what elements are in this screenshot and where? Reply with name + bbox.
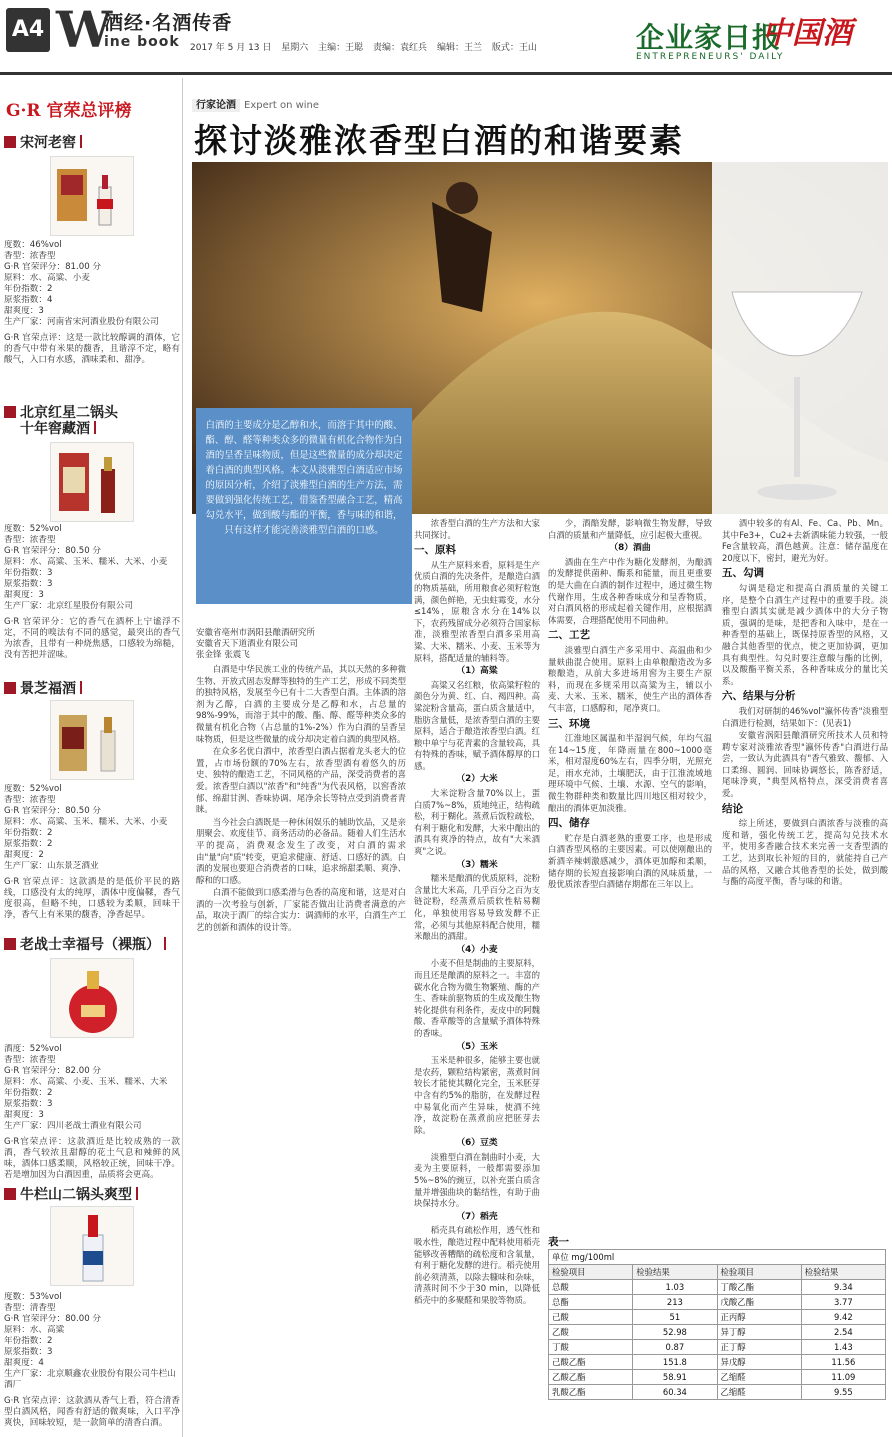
spec-line: 甜爽度：3 [4, 1110, 44, 1120]
spec-line: G·R 官荣评分：81.00 分 [4, 262, 101, 272]
article-column-3 [548, 518, 712, 1230]
table-title: 表一 [548, 1236, 569, 1248]
product-name-line2: 十年窖藏酒 [20, 418, 96, 438]
section-subtitle: ine book [104, 34, 180, 50]
paragraph: 玉米是种很多，能够主要也就是农药，颗粒结构紧密，蒸煮时间较长才能使其糊化完全，玉米胚芽中含有约5%的脂肪，在发酵过程中易氧化而产生异味，使酒不纯净，故淀粉在蒸煮前应把胚芽去除。 [414, 1055, 540, 1135]
subheading: （5）玉米 [456, 1041, 498, 1052]
table-cell: 丁酸乙酯 [717, 1280, 801, 1295]
section-heading: 结论 [722, 802, 743, 815]
paragraph: 淡雅型白酒在制曲时小麦，大麦为主要原料，一般都需要添加5%~8%的豌豆，以补充蛋白质含量并增强曲块的黏结性，有助于曲块保持水分。 [414, 1151, 540, 1209]
spec-line: 生产厂家：山东景芝酒业 [4, 861, 99, 871]
table-row [549, 1310, 886, 1325]
spec-line: 香型：浓香型 [4, 795, 56, 805]
table-header-row [549, 1265, 886, 1280]
article-column-2 [414, 518, 540, 1430]
table-cell: 1.03 [633, 1280, 717, 1295]
paragraph: 安徽省涡阳县酿酒研究所技术人员和特聘专家对淡雅浓香型"瀛怀传香"白酒进行品尝，一致认为此酒具有"香气雅致、馥郁、入口柔绵、圆润、回味协调悠长，陈香舒适，尾味净爽，"典型风格特点，深受消费者喜爱。 [722, 730, 888, 799]
spec-line: 度数：53%vol [4, 1292, 62, 1302]
paragraph: 江淮地区属温和半湿润气候，年均气温在14~15度，年降雨量在800~1000毫米，相对湿度60%左右，四季分明，光照充足，雨水充沛，土壤肥沃，由于江淮流域地理环境中气候、土壤、水源、空气的影响，微生物群种类和数量比四川地区相对较少，酿出的酒体更加淡雅。 [548, 733, 712, 813]
paragraph: 在众多名优白酒中，浓香型白酒占据着龙头老大的位置，占市场份额的70%左右，浓香型酒有着悠久的历史、独特的酿造工艺，不同风格的产品，深受消费者的喜爱。浓香型白酒以"浓香"和"纯香"为代表风格，以窖香浓郁、绵甜甘洌、香味协调、尾净余长等特点受到消费者青睐。 [196, 746, 406, 815]
section-logo-w: W [56, 0, 113, 59]
article-column-1 [196, 664, 406, 1430]
ranking-title: G·R 官荣总评榜 [6, 101, 132, 121]
spec-line: 酒度：52%vol [4, 1044, 62, 1054]
paragraph: 稻壳具有疏松作用，透气性和吸水性，酿造过程中配料使用稻壳能够改善糟醅的疏松度和含氧量，有利于糖化发酵的进行。稻壳使用前必须清蒸，以除去糠味和杂味，清蒸时间不少于30 min，以降低稻壳中的多聚醛和果胶等物质。 [414, 1225, 540, 1305]
product-comment: G·R 官荣点评：这款酒是的是低价平民的路线，口感没有太的纯厚，酒体中度偏鞣，香气度很高，但略不纯，口感较为柔顺，回味干净，香气上有米果的馥香，净香起早。 [4, 877, 180, 920]
china-wine-logo: 中国酒 [762, 16, 852, 51]
page-number: A4 [6, 8, 50, 52]
ranking-sidebar [0, 78, 183, 1437]
product-specs [4, 524, 180, 661]
spec-line: G·R 官荣评分：80.50 分 [4, 806, 101, 816]
article-column-4 [722, 518, 888, 1230]
product-name: 北京红星二锅头 [4, 402, 118, 422]
product-specs [4, 1044, 180, 1181]
spec-line: 原浆指数：3 [4, 579, 53, 589]
paragraph: 勾调是稳定和提高白酒质量的关键工序，是整个白酒生产过程中的重要手段。淡雅型白酒其实就是减少酒体中的大分子物质，强调的是味，是把香和入味中，是在一种香型的基础上，既保持原香型的风格，又融合其他香型的优点，使之更加协调，更加具有典型性。勾兑时要注意酸与酯的比例，以及酸酯平衡关系，各种香味成分的量比关系。 [722, 582, 888, 686]
column-tag: 行家论酒 Expert on wine [192, 96, 319, 111]
table-cell: 58.91 [633, 1370, 717, 1385]
spec-line: 年份指数：2 [4, 284, 53, 294]
table-row [549, 1370, 886, 1385]
table-row [549, 1340, 886, 1355]
product-photo [50, 442, 134, 522]
paragraph: 贮存是白酒老熟的重要工序，也是形成白酒香型风格的主要因素。可以使刚酿出的新酒辛辣刺激感减少，酒体更加醇和柔顺，储存期的长短直接影响白酒的风味质量，一般优质浓香型白酒储存期都在三年以上。 [548, 832, 712, 890]
table-cell: 总酯 [549, 1295, 633, 1310]
table-cell: 52.98 [633, 1325, 717, 1340]
article-abstract: 白酒的主要成分是乙醇和水，而溶于其中的酸、酯、醇、醛等种类众多的微量有机化合物作为白酒的呈香呈味物质，但是这些微量的成分却决定着白酒的典型风格。本文从淡雅型白酒适应市场的原因分析，介绍了淡雅型白酒的生产方法，需要做到强化传统工艺，借鉴香型融合工艺，精高勾兑水平，做到酸与酯的平衡，香与味的和谐，只有这样才能完善淡雅型白酒的口感。 [196, 408, 412, 604]
table-cell: 乙缩醛 [717, 1385, 801, 1400]
product-photo [50, 156, 134, 236]
paragraph: 当今社会白酒既是一种休闲娱乐的辅助饮品，又是亲朋聚会、欢度佳节、商务活动的必备品。随着人们生活水平的提高，消费观念发生了改变，对白酒的需求由"量"向"质"转变，更追求健康、舒适、口感好的酒。白酒的发展也要迎合消费者的口味，追求绵甜柔顺、爽净、醇和的口感。 [196, 816, 406, 885]
spec-line: 原浆指数：2 [4, 839, 53, 849]
table-header: 检验项目 [717, 1265, 801, 1280]
product-name: 景芝福酒 [4, 678, 82, 698]
table-cell: 2.54 [801, 1325, 885, 1340]
table-cell: 己酸 [549, 1310, 633, 1325]
paragraph: 酒中较多的有Al、Fe、Ca、Pb、Mn。其中Fe3+，Cu2+去新酒味能力较强，一般Fe含量较高，酒色越黄。注意：储存温度在20度以下，密封，避光为好。 [722, 518, 888, 563]
spec-line: G·R 官荣评分：80.00 分 [4, 1314, 101, 1324]
paragraph: 酒曲在生产中作为糖化发酵剂，为酿酒的发酵提供菌种、酶系和能量，而且更重要的是大曲在白酒的制作过程中，通过微生物代谢作用，生成各种香味成分和呈香物质，对白酒风格的形成起着关键作用，应根据酒体需要，合理搭配使用不同曲种。 [548, 556, 712, 625]
table-cell: 11.09 [801, 1370, 885, 1385]
table-cell: 异丁醇 [717, 1325, 801, 1340]
table-cell: 151.8 [633, 1355, 717, 1370]
paragraph: 综上所述，要做到白酒浓香与淡雅的高度和谐，强化传统工艺，提高勾兑技术水平，使用多香融合技术来完善一支香型酒的工艺，达到取长补短的目的，就能持自己产品的风格，又融合其他香型的长处，做到酸与酯的高度平衡，香与味的和谐。 [722, 818, 888, 887]
section-heading: 一、原料 [414, 544, 456, 557]
table-cell: 213 [633, 1295, 717, 1310]
paragraph: 白酒是中华民族工业的传统产品，其以天然的多种微生物、开放式固态发酵等独特的生产工艺，形成不同类型的独特风格，发展至今已有十二大香型白酒。主体酒的溶剂为乙醇，白酒的主要成分是乙醇和水，占总量的98%-99%，而溶于其中的酸、酯、醇、醛等种类众多的微量有机化合物（占总量的1%-2%）作为白酒的呈香呈味物质，但是这些微量的成分却决定着白酒的典型风格。 [196, 664, 406, 744]
editor: 编辑：王兰 [436, 43, 482, 53]
spec-line: 原料：水、高粱、小麦 [4, 273, 90, 283]
spec-line: 原料：水、高粱、玉米、糯米、大米、小麦 [4, 817, 168, 827]
paragraph: 糯米是酿酒的优质原料，淀粉含量比大米高，几乎百分之百为支链淀粉，经蒸煮后质软性粘易糊化，单独使用容易导致发酵不正常，必须与其他原料配合使用，糯米酿出的酒甜。 [414, 873, 540, 942]
paragraph: 大米淀粉含量70%以上，蛋白质7%~8%，质地纯正，结构疏松，利于糊化。蒸煮后饭粒疏松，有利于糖化和发酵，大米中酿出的酒具有爽净的特点，故有"大米酒爽"之说。 [414, 788, 540, 857]
spec-line: 甜爽度：3 [4, 590, 44, 600]
table-cell: 9.34 [801, 1280, 885, 1295]
newspaper-name-en: ENTREPRENEURS' DAILY [636, 52, 785, 62]
table-row [549, 1295, 886, 1310]
table-cell: 乙缩醛 [717, 1370, 801, 1385]
chief-editor: 主编：王聪 [318, 43, 364, 53]
table-cell: 1.43 [801, 1340, 885, 1355]
table-grid [548, 1249, 886, 1400]
spec-line: 原料：水、高粱 [4, 1325, 65, 1335]
table-row [549, 1355, 886, 1370]
product-name: 牛栏山二锅头爽型 [4, 1184, 138, 1204]
subheading: （3）糯米 [456, 859, 498, 870]
spec-line: 香型：浓香型 [4, 535, 56, 545]
paragraph: 浓香型白酒的生产方法和大家共同探讨。 [414, 518, 540, 540]
table-header: 检验结果 [801, 1265, 885, 1280]
author-names: 张金锋 张震飞 [196, 650, 250, 660]
table-cell: 正丙醇 [717, 1310, 801, 1325]
table-row [549, 1280, 886, 1295]
paragraph: 白酒不能做到口感柔滑与色香的高度和谐，这是对白酒的一次考验与创新，厂家能否做出让消费者满意的产品，取决于酒厂的综合实力：调酒师的水平，白酒生产工艺的创新和酒体的设计等。 [196, 887, 406, 933]
table-unit-row [549, 1250, 886, 1265]
spec-line: 年份指数：2 [4, 1088, 53, 1098]
section-heading: 四、储存 [548, 817, 590, 830]
subheading: （4）小麦 [456, 944, 498, 955]
product-comment: G·R 官荣点评：这是一款比较醇调的酒体，它的香气中带有米果的馥香，且谐淳不定，略有酸气，入口有水感，酒味柔和、甜净。 [4, 333, 180, 365]
table-cell: 9.55 [801, 1385, 885, 1400]
paragraph: 我们对研制的46%vol"瀛怀传香"淡雅型白酒进行检测，结果如下：(见表1) [722, 705, 888, 728]
issue-meta [190, 40, 544, 53]
product-comment: G·R 官荣评分：它的香气在酒杯上宁谧浮不定，不同的嗅法有不同的感觉，最突出的香气为浓香，且带有一种烧焦感，口感较为绵糙，没有苦把并涩味。 [4, 617, 180, 660]
spec-line: 生产厂家：四川老战士酒业有限公司 [4, 1121, 142, 1131]
spec-line: 生产厂家：北京红星股份有限公司 [4, 601, 133, 611]
spec-line: 原浆指数：4 [4, 295, 53, 305]
spec-line: 生产厂家：河南省宋河酒业股份有限公司 [4, 317, 159, 327]
spec-line: 甜爽度：3 [4, 306, 44, 316]
product-photo [50, 958, 134, 1038]
spec-line: 年份指数：2 [4, 1336, 53, 1346]
product-specs [4, 784, 180, 921]
issue-date: 2017 年 5 月 13 日 [190, 43, 272, 53]
masthead-rule [0, 72, 892, 75]
paragraph: 淡雅型白酒生产多采用中、高温曲和少量麸曲混合使用。原料上由单粮酿造改为多粮酿造，从前大多进场用窖为主要生产原料，而现在多规采用以高粱为主，辅以小麦、大米、玉米、糯米，使生产出的酒体香气丰富，口感醇和，尾净爽口。 [548, 644, 712, 713]
spec-line: 原料：水、高粱、小麦、玉米、糯米、大米 [4, 1077, 168, 1087]
table-row [549, 1325, 886, 1340]
table-cell: 乙酸 [549, 1325, 633, 1340]
product-photo [50, 1206, 134, 1286]
spec-line: 甜爽度：4 [4, 1358, 44, 1368]
spec-line: G·R 官荣评分：80.50 分 [4, 546, 101, 556]
spec-line: 年份指数：3 [4, 568, 53, 578]
table-cell: 丁酸 [549, 1340, 633, 1355]
table-cell: 异戊醇 [717, 1355, 801, 1370]
table-cell: 乳酸乙酯 [549, 1385, 633, 1400]
table-cell: 3.77 [801, 1295, 885, 1310]
table-cell: 乙酸乙酯 [549, 1370, 633, 1385]
author-org: 安徽省天下道酒业有限公司 [196, 639, 299, 649]
table-unit: 单位 mg/100ml [549, 1250, 886, 1265]
subheading: （7）稻壳 [456, 1211, 498, 1222]
paragraph: 少，酒醅发酵，影响微生物发酵，导致白酒的质量和产量降低，应引起极大重视。 [548, 518, 712, 540]
subheading: （6）豆类 [456, 1138, 498, 1149]
spec-line: 香型：浓香型 [4, 1055, 56, 1065]
product-specs [4, 240, 180, 366]
spec-line: 原浆指数：3 [4, 1347, 53, 1357]
table-header: 检验结果 [633, 1265, 717, 1280]
table-row [549, 1385, 886, 1400]
product-comment: G·R官荣点评：这款酒近是比较成熟的一款酒，香气较浓且甜醇的花土气息和辣鲜的风味，酒体口感柔顺，风格较正统，回味干净。若是增加因为白酒因重，品质将会更高。 [4, 1137, 180, 1180]
newspaper-name: 企业家日报 [636, 21, 782, 54]
spec-line: 年份指数：2 [4, 828, 53, 838]
duty-editor: 责编：袁红兵 [373, 43, 428, 53]
spec-line: 香型：清香型 [4, 1303, 56, 1313]
table-cell: 正丁醇 [717, 1340, 801, 1355]
author-org: 安徽省亳州市涡阳县酿酒研究所 [196, 628, 316, 638]
spec-line: 香型：浓香型 [4, 251, 56, 261]
product-comment: G·R 官荣点评：这款酒从香气上看，符合清香型白酒风格，闻香有舒适的微爽味，入口平净爽快，回味较短，是一款简单的清香白酒。 [4, 1396, 180, 1428]
section-heading: 六、结果与分析 [722, 690, 796, 703]
table-cell: 9.42 [801, 1310, 885, 1325]
product-name: 老战士幸福号（裸瓶） [4, 934, 166, 954]
subheading: （2）大米 [456, 774, 498, 785]
author-block [196, 628, 404, 661]
section-heading: 三、环境 [548, 717, 590, 730]
spec-line: 度数：52%vol [4, 784, 62, 794]
table-cell: 戊酸乙酯 [717, 1295, 801, 1310]
product-specs [4, 1292, 180, 1429]
spec-line: 度数：52%vol [4, 524, 62, 534]
section-title: 酒经·名酒传香 [104, 12, 233, 34]
table-cell: 51 [633, 1310, 717, 1325]
issue-weekday: 星期六 [281, 43, 309, 53]
section-heading: 二、工艺 [548, 629, 590, 642]
spec-line: 度数：46%vol [4, 240, 62, 250]
table-header: 检验项目 [549, 1265, 633, 1280]
subheading: （8）酒曲 [609, 543, 651, 554]
paragraph: 从生产原料来看，原料是生产优质白酒的先决条件，是酿造白酒的物质基础，所用粮食必须籽粒饱满，颜色鲜艳，无虫蛀霉变，水分≤14%，原粮含水分在14%以下，农药残留成分必须符合国家标准，淡雅型浓香型白酒多采用高粱、大米、糯米、小麦、玉米等为原料，搭配适量的辅料等。 [414, 559, 540, 663]
spec-line: 生产厂家：北京顺鑫农业股份有限公司牛栏山酒厂 [4, 1369, 176, 1390]
spec-line: G·R 官荣评分：82.00 分 [4, 1066, 101, 1076]
table-cell: 总酸 [549, 1280, 633, 1295]
designer: 版式：王山 [491, 43, 537, 53]
product-name: 宋河老窖 [4, 132, 82, 152]
paragraph: 高粱又名红粮，依高粱籽粒的颜色分为黄、红、白、褐四种。高粱淀粉含量高，蛋白质含量适中，脂肪含量低，是浓香型白酒的主要原料，适合于酿造浓香型白酒。红粮中单宁与花青素的含量较高，具有特殊的香味，赋予酒体醇厚的口感。 [414, 679, 540, 771]
section-heading: 五、勾调 [722, 567, 764, 580]
article-headline: 探讨淡雅浓香型白酒的和谐要素 [194, 121, 684, 160]
paragraph: 小麦不但是制曲的主要原料，而且还是酿酒的原料之一。丰富的碳水化合物为微生物繁殖、酶的产生、香味前驱物质的生成及酿生物转化提供有利条件，麦皮中的阿魏酸、香草酸等的含量赋予酒体特殊的香味。 [414, 958, 540, 1038]
table-cell: 60.34 [633, 1385, 717, 1400]
table-cell: 0.87 [633, 1340, 717, 1355]
product-photo [50, 700, 134, 780]
spec-line: 甜爽度：2 [4, 850, 44, 860]
spec-line: 原料：水、高粱、玉米、糯米、大米、小麦 [4, 557, 168, 567]
spec-line: 原浆指数：3 [4, 1099, 53, 1109]
table-cell: 11.56 [801, 1355, 885, 1370]
results-table [548, 1234, 886, 1400]
table-cell: 己酸乙酯 [549, 1355, 633, 1370]
subheading: （1）高粱 [456, 666, 498, 677]
